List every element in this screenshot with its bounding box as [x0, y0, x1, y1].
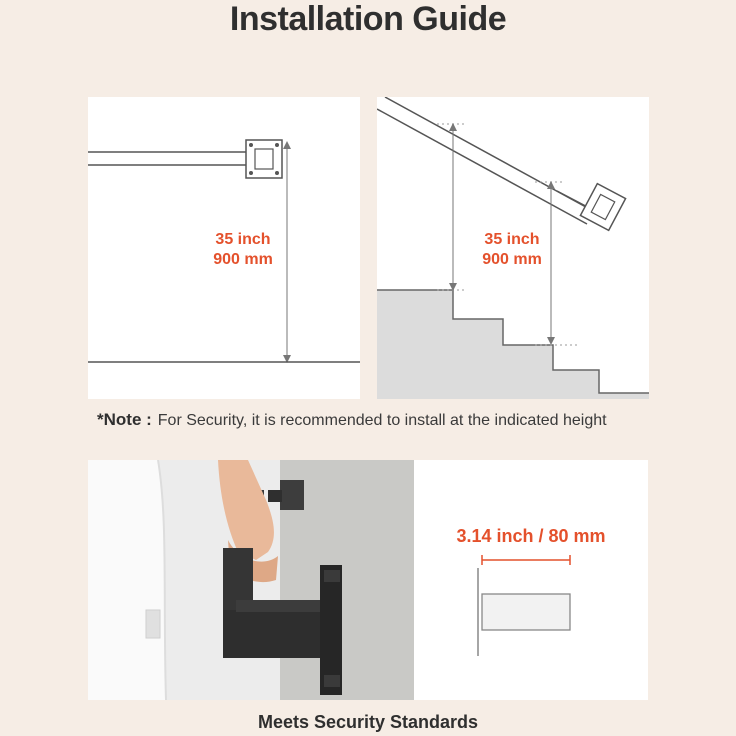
wall-height-mm: 900 mm	[213, 251, 273, 268]
stair-height-measure	[467, 230, 557, 270]
bracket-depth-label: 3.14 inch / 80 mm	[456, 526, 606, 546]
wall-rail-diagram	[88, 97, 360, 399]
stair-rail-diagram	[377, 97, 649, 399]
note-label: *Note :	[97, 410, 152, 429]
wall-height-inch: 35 inch	[215, 231, 271, 248]
page-title: Installation Guide	[229, 0, 507, 38]
stair-height-inch: 35 inch	[484, 231, 540, 248]
bracket-detail-drawing	[414, 460, 648, 700]
wall-height-measure	[198, 230, 288, 270]
stair-height-mm: 900 mm	[482, 251, 542, 268]
note-text: For Security, it is recommended to install at the indicated height	[157, 412, 607, 429]
footer-tagline: Meets Security Standards	[257, 712, 479, 732]
installation-note	[97, 410, 697, 430]
hand-on-rail-photo	[88, 460, 414, 700]
bracket-detail	[414, 460, 648, 700]
hand-rail-illustration	[88, 460, 414, 700]
